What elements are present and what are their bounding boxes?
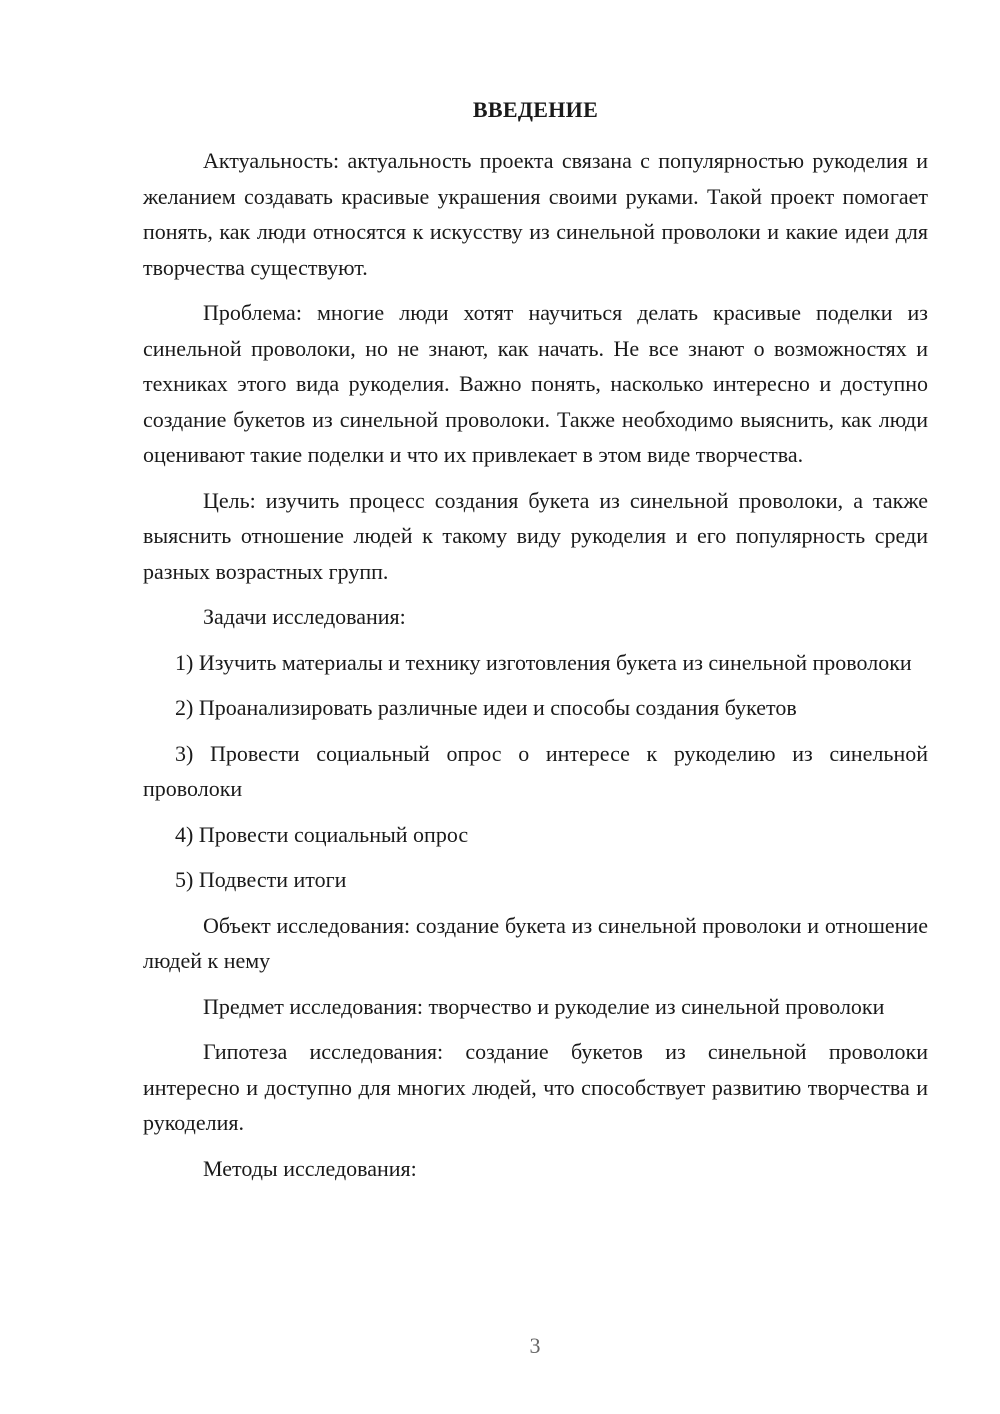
- section-title: ВВЕДЕНИЕ: [472, 97, 599, 122]
- paragraph-subject: Предмет исследования: творчество и рукоделие из синельной проволоки: [203, 993, 885, 1019]
- tasks-heading: Задачи исследования:: [203, 604, 406, 629]
- task-item-4: 4) Провести социальный опрос: [175, 821, 469, 847]
- task-item-1: 1) Изучить материалы и технику изготовления букета из синельной проволоки: [175, 649, 912, 675]
- document-page: [143, 95, 928, 1196]
- methods-heading: Методы исследования:: [203, 1155, 417, 1181]
- page-number: 3: [529, 1333, 541, 1358]
- paragraph-hypothesis: Гипотеза исследования: создание букетов из синельной проволоки интересно и доступно для многих людей, что способствует развитию творчества и рукоделия.: [143, 1039, 928, 1135]
- paragraph-problem: Проблема: многие люди хотят научиться делать красивые поделки из синельной проволоки, но не знают, как начать. Не все знают о возможностях и техниках этого вида рукоделия. Важно понять, насколько интересно и доступно создание букетов из синельной проволоки. Также необходимо выяснить, как люди оценивают такие поделки и что их привлекает в этом виде творчества.: [143, 300, 928, 467]
- task-item-3: 3) Провести социальный опрос о интересе к рукоделию из синельной проволоки: [143, 740, 928, 801]
- paragraph-object: Объект исследования: создание букета из синельной проволоки и отношение людей к нему: [143, 912, 928, 973]
- paragraph-relevance: Актуальность: актуальность проекта связана с популярностью рукоделия и желанием создавать красивые украшения своими руками. Такой проект помогает понять, как люди относятся к искусству из синельной проволоки и какие идеи для творчества существуют.: [143, 148, 928, 280]
- task-item-2: 2) Проанализировать различные идеи и способы создания букетов: [175, 695, 797, 720]
- task-item-5: 5) Подвести итоги: [175, 867, 347, 892]
- paragraph-goal: Цель: изучить процесс создания букета из синельной проволоки, а также выяснить отношение людей к такому виду рукоделия и его популярность среди разных возрастных групп.: [143, 487, 928, 584]
